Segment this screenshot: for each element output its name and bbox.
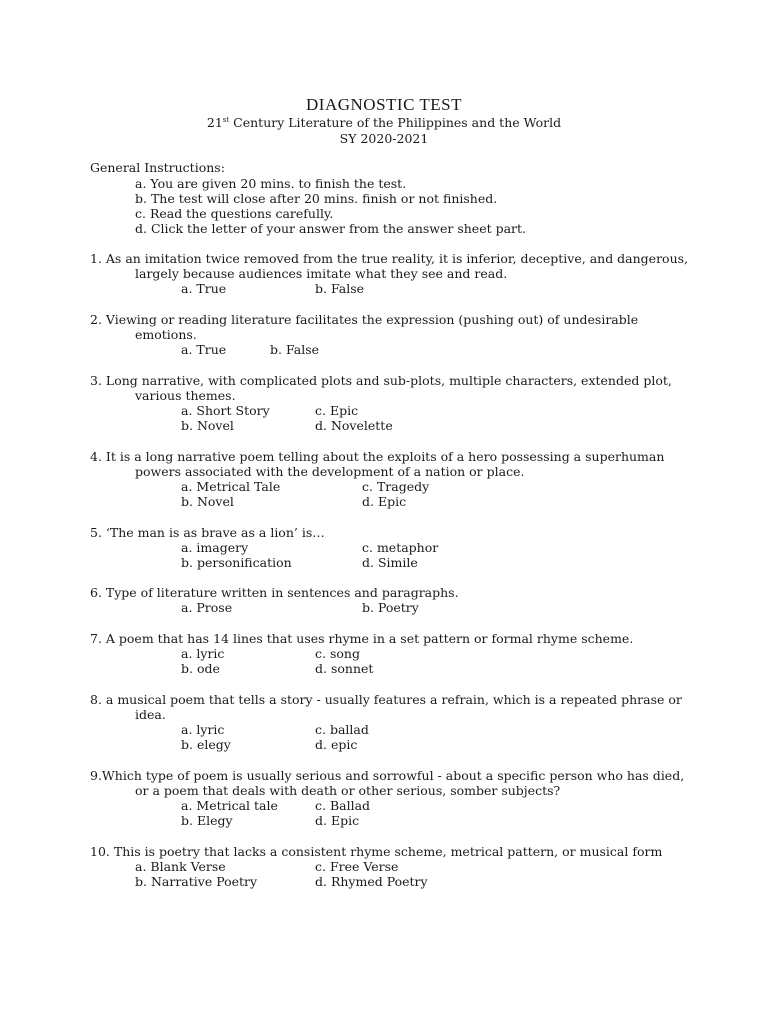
question-5-option-c[interactable]: c. metaphor	[362, 540, 439, 555]
question-2-option-a[interactable]: a. True	[181, 342, 227, 357]
question-1-option-a[interactable]: a. True	[181, 281, 227, 296]
question-5-text: 5. ‘The man is as brave as a lion’ is…	[90, 525, 325, 540]
question-1-option-b[interactable]: b. False	[315, 281, 365, 296]
question-2-text: 2. Viewing or reading literature facilitates the expression (pushing out) of undesirable	[90, 312, 639, 327]
question-6-option-a[interactable]: a. Prose	[181, 600, 233, 615]
question-3-option-d[interactable]: d. Novelette	[315, 418, 393, 433]
question-8-option-c[interactable]: c. ballad	[315, 722, 369, 737]
question-3-option-c[interactable]: c. Epic	[315, 403, 359, 418]
page-title: DIAGNOSTIC TEST	[306, 95, 462, 114]
question-10-option-d[interactable]: d. Rhymed Poetry	[315, 874, 428, 889]
question-9-option-b[interactable]: b. Elegy	[181, 813, 233, 828]
question-1-text-cont: largely because audiences imitate what they see and read.	[135, 266, 508, 281]
question-8-text-cont: idea.	[135, 707, 166, 722]
question-8-text: 8. a musical poem that tells a story - usually features a refrain, which is a repeated phrase or	[90, 692, 682, 707]
question-3-text: 3. Long narrative, with complicated plots and sub-plots, multiple characters, extended plot,	[90, 373, 672, 388]
question-3-option-b[interactable]: b. Novel	[181, 418, 234, 433]
question-6-option-b[interactable]: b. Poetry	[362, 600, 419, 615]
question-7-option-a[interactable]: a. lyric	[181, 646, 225, 661]
question-7-option-b[interactable]: b. ode	[181, 661, 220, 676]
question-8-option-d[interactable]: d. epic	[315, 737, 358, 752]
instructions-heading: General Instructions:	[90, 160, 225, 175]
question-5-option-b[interactable]: b. personification	[181, 555, 292, 570]
question-8-option-a[interactable]: a. lyric	[181, 722, 225, 737]
school-year: SY 2020-2021	[339, 131, 429, 146]
question-10-option-b[interactable]: b. Narrative Poetry	[135, 874, 258, 889]
question-9-option-d[interactable]: d. Epic	[315, 813, 360, 828]
question-10-option-c[interactable]: c. Free Verse	[315, 859, 399, 874]
instruction-item: c. Read the questions carefully.	[135, 206, 334, 221]
question-3-text-cont: various themes.	[135, 388, 236, 403]
question-5-option-a[interactable]: a. imagery	[181, 540, 249, 555]
question-5-option-d[interactable]: d. Simile	[362, 555, 418, 570]
question-6-text: 6. Type of literature written in sentences and paragraphs.	[90, 585, 459, 600]
question-7-option-c[interactable]: c. song	[315, 646, 360, 661]
question-9-text-cont: or a poem that deals with death or other serious, somber subjects?	[135, 783, 561, 798]
question-9-option-c[interactable]: c. Ballad	[315, 798, 371, 813]
question-4-text: 4. It is a long narrative poem telling about the exploits of a hero possessing a superhuman	[90, 449, 665, 464]
question-3-option-a[interactable]: a. Short Story	[181, 403, 270, 418]
question-9-text: 9.Which type of poem is usually serious and sorrowful - about a specific person who has died,	[90, 768, 685, 783]
question-2-option-b[interactable]: b. False	[270, 342, 320, 357]
question-4-option-c[interactable]: c. Tragedy	[362, 479, 430, 494]
question-8-option-b[interactable]: b. elegy	[181, 737, 231, 752]
question-7-text: 7. A poem that has 14 lines that uses rhyme in a set pattern or formal rhyme scheme.	[90, 631, 634, 646]
question-4-option-a[interactable]: a. Metrical Tale	[181, 479, 281, 494]
instruction-item: b. The test will close after 20 mins. finish or not finished.	[135, 191, 498, 206]
course-subtitle: 21st Century Literature of the Philippines and the World	[206, 115, 562, 130]
instruction-item: a. You are given 20 mins. to finish the test.	[135, 176, 407, 191]
question-10-text: 10. This is poetry that lacks a consistent rhyme scheme, metrical pattern, or musical form	[90, 844, 663, 859]
question-10-option-a[interactable]: a. Blank Verse	[135, 859, 226, 874]
question-7-option-d[interactable]: d. sonnet	[315, 661, 374, 676]
question-1-text: 1. As an imitation twice removed from the true reality, it is inferior, deceptive, and dangerous,	[90, 251, 689, 266]
question-2-text-cont: emotions.	[135, 327, 197, 342]
question-4-text-cont: powers associated with the development of a nation or place.	[135, 464, 525, 479]
question-4-option-d[interactable]: d. Epic	[362, 494, 407, 509]
instruction-item: d. Click the letter of your answer from the answer sheet part.	[135, 221, 527, 236]
question-4-option-b[interactable]: b. Novel	[181, 494, 234, 509]
question-9-option-a[interactable]: a. Metrical tale	[181, 798, 278, 813]
